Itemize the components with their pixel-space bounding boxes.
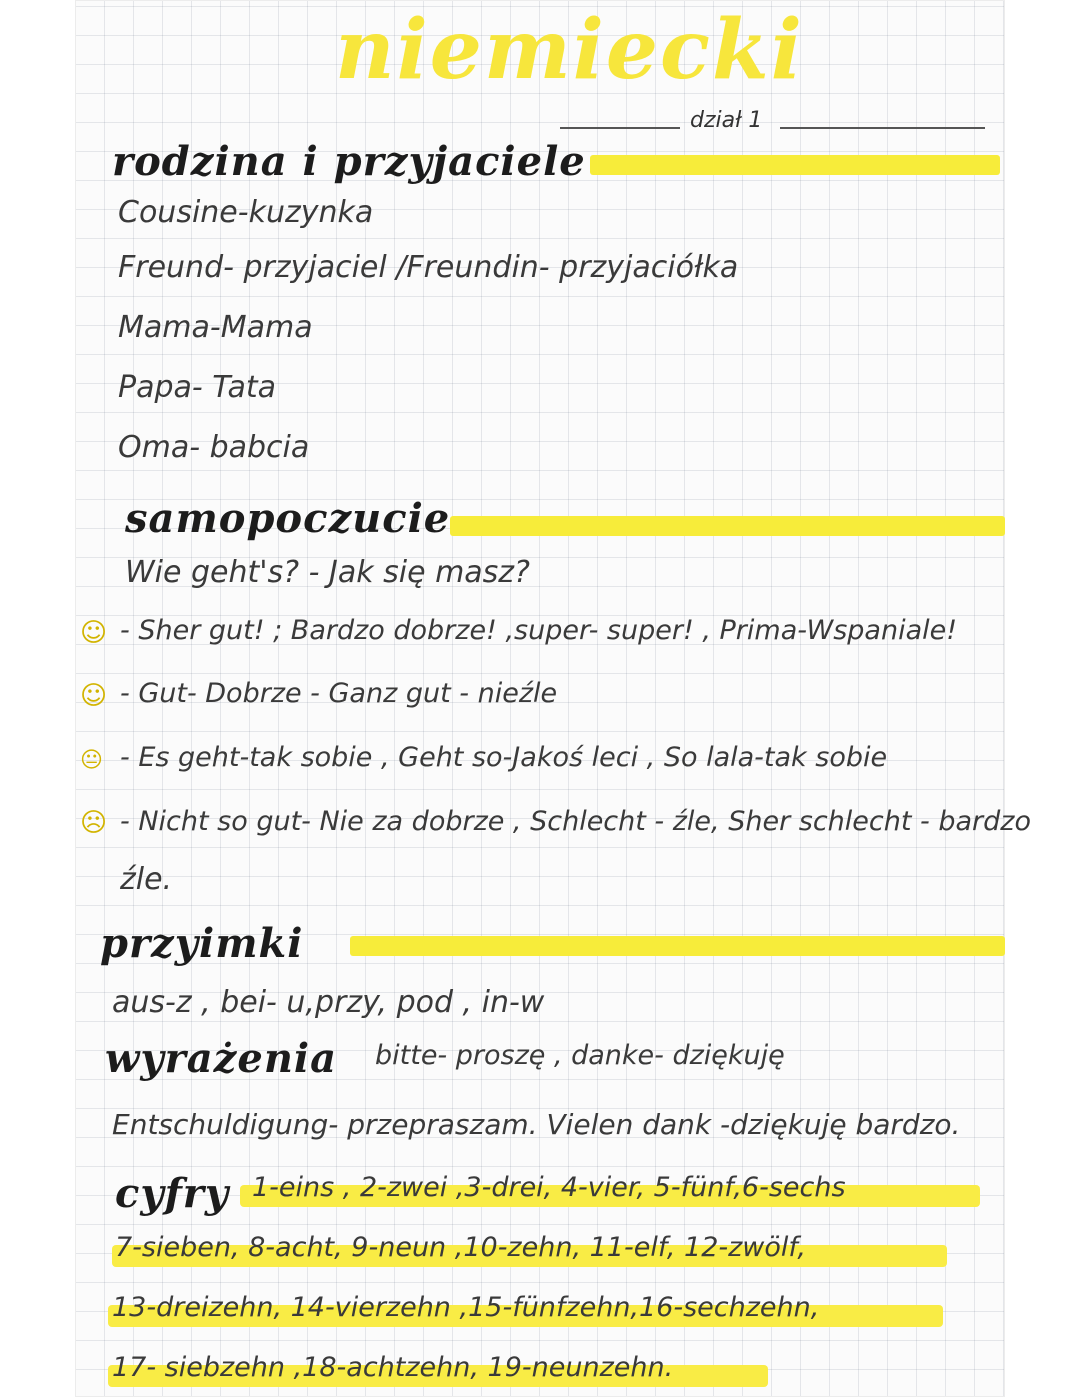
numbers-row-3: 13-dreizehn, 14-vierzehn ,15-fünfzehn,16-sechzehn, xyxy=(112,1292,820,1323)
happy-face-icon: ☺ xyxy=(80,681,108,711)
przyimki-line: aus-z , bei- u,przy, pod , in-w xyxy=(112,985,545,1020)
list-item: Oma- babcia xyxy=(118,430,310,465)
list-item: Papa- Tata xyxy=(118,370,276,405)
subtitle-line-left xyxy=(560,127,680,129)
sad-face-icon: ☹ xyxy=(80,808,108,838)
mood-row: - Sher gut! ; Bardzo dobrze! ,super- super! , Prima-Wspaniale! xyxy=(120,615,958,646)
question-line: Wie geht's? - Jak się masz? xyxy=(125,555,530,590)
heading-wyrazenia: wyrażenia xyxy=(105,1035,338,1082)
page-title: niemiecki xyxy=(335,2,804,98)
heading-przyimki: przyimki xyxy=(100,920,304,967)
very-happy-face-icon: ☺ xyxy=(80,618,108,648)
mood-row: - Nicht so gut- Nie za dobrze , Schlecht - źle, Sher schlecht - bardzo xyxy=(120,806,1031,837)
heading-highlight-przyimki xyxy=(350,936,1005,956)
heading-highlight-rodzina xyxy=(590,155,1000,175)
wyrazenia-inline: bitte- proszę , danke- dziękuję xyxy=(375,1040,785,1071)
mood-row-continuation: źle. xyxy=(120,862,173,897)
numbers-row-4: 17- siebzehn ,18-achtzehn, 19-neunzehn. xyxy=(112,1352,674,1383)
heading-samopoczucie: samopoczucie xyxy=(125,495,451,542)
wyrazenia-line: Entschuldigung- przepraszam. Vielen dank -dziękuję bardzo. xyxy=(112,1108,961,1141)
heading-cyfry: cyfry xyxy=(115,1170,230,1217)
heading-rodzina: rodzina i przyjaciele xyxy=(112,138,586,185)
heading-highlight-samopoczucie xyxy=(450,516,1005,536)
list-item: Freund- przyjaciel /Freundin- przyjaciółka xyxy=(118,250,739,285)
subtitle: dział 1 xyxy=(690,108,763,133)
neutral-face-icon: 😐 xyxy=(80,748,103,773)
numbers-row-2: 7-sieben, 8-acht, 9-neun ,10-zehn, 11-elf, 12-zwölf, xyxy=(115,1232,807,1263)
mood-row: - Es geht-tak sobie , Geht so-Jakoś leci , So lala-tak sobie xyxy=(120,742,888,773)
mood-row: - Gut- Dobrze - Ganz gut - nieźle xyxy=(120,678,558,709)
numbers-row-1: 1-eins , 2-zwei ,3-drei, 4-vier, 5-fünf,6-sechs xyxy=(252,1172,846,1203)
subtitle-line-right xyxy=(780,127,985,129)
list-item: Cousine-kuzynka xyxy=(118,195,374,230)
list-item: Mama-Mama xyxy=(118,310,313,345)
